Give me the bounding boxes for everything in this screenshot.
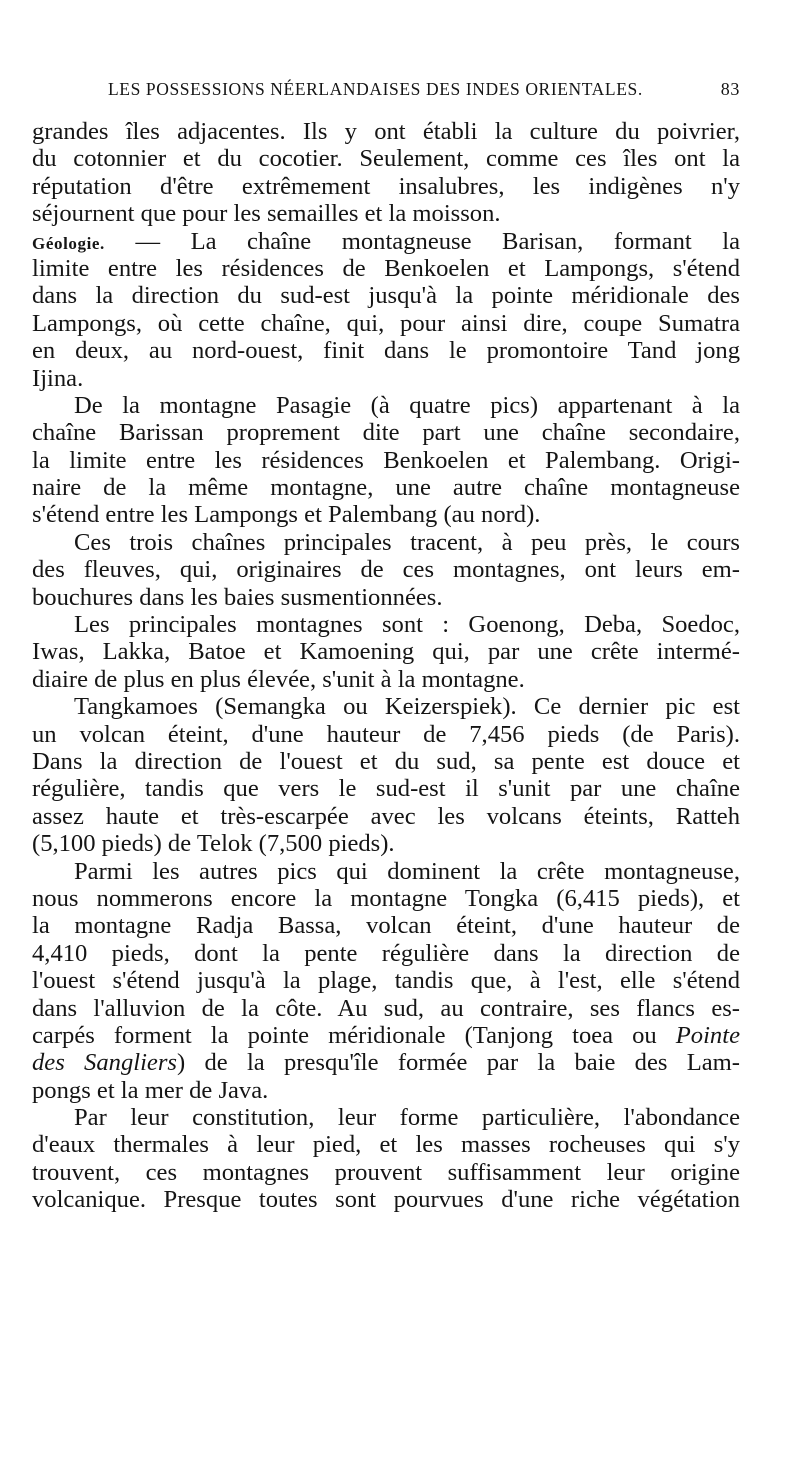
text-line: nous nommerons encore la montagne Tongka (6,415 pieds), et (32, 884, 740, 912)
text-line: l'ouest s'étend jusqu'à la plage, tandis que, à l'est, elle s'étend (32, 967, 740, 995)
text-line: Tangkamoes (Semangka ou Keizerspiek). Ce dernier pic est (74, 693, 740, 721)
text-line: la limite entre les résidences Benkoelen et Palembang. Origi- (32, 446, 740, 474)
text-line: réputation d'être extrêmement insalubres, les indigènes n'y (32, 172, 740, 200)
text-span: — La chaîne montagneuse Barisan, formant la (135, 227, 740, 255)
text-line: Les principales montagnes sont : Goenong, Deba, Soedoc, (74, 611, 740, 639)
text-line (32, 1022, 740, 1049)
text-line: limite entre les résidences de Benkoelen et Lampongs, s'étend (32, 254, 740, 282)
text-line: diaire de plus en plus élevée, s'unit à la montagne. (32, 665, 525, 693)
text-line: De la montagne Pasagie (à quatre pics) appartenant à la (74, 391, 740, 419)
text-line: 4,410 pieds, dont la pente régulière dans la direction de (32, 939, 740, 967)
text-line: pongs et la mer de Java. (32, 1076, 269, 1104)
text-line: d'eaux thermales à leur pied, et les masses rocheuses qui s'y (32, 1131, 740, 1159)
text-line: du cotonnier et du cocotier. Seulement, comme ces îles ont la (32, 145, 740, 173)
text-line: régulière, tandis que vers le sud-est il s'unit par une chaîne (32, 775, 740, 803)
text-line: en deux, au nord-ouest, finit dans le promontoire Tand jong (32, 337, 740, 365)
text-line: chaîne Barissan proprement dite part une chaîne secondaire, (32, 419, 740, 447)
text-line: la montagne Radja Bassa, volcan éteint, d'une hauteur de (32, 912, 740, 940)
section-heading: Géologie. (32, 233, 105, 253)
text-line: naire de la même montagne, une autre chaîne montagneuse (32, 474, 740, 502)
text-line (32, 1049, 740, 1076)
text-line: Par leur constitution, leur forme particulière, l'abondance (74, 1104, 740, 1132)
text-line: Ces trois chaînes principales tracent, à peu près, le cours (74, 528, 740, 556)
text-line: assez haute et très-escarpée avec les volcans éteints, Ratteh (32, 802, 740, 830)
text-line: (5,100 pieds) de Telok (7,500 pieds). (32, 830, 395, 858)
text-line: s'étend entre les Lampongs et Palembang (au nord). (32, 501, 541, 529)
text-line: Iwas, Lakka, Batoe et Kamoening qui, par une crête intermé- (32, 638, 740, 666)
running-head (108, 76, 740, 102)
body-text (32, 118, 740, 1214)
text-line: grandes îles adjacentes. Ils y ont établi la culture du poivrier, (32, 118, 740, 145)
text-line: dans l'alluvion de la côte. Au sud, au contraire, ses flancs es- (32, 994, 740, 1022)
text-line: des fleuves, qui, originaires de ces montagnes, ont leurs em- (32, 556, 740, 584)
text-line: bouchures dans les baies susmentionnées. (32, 583, 443, 611)
text-span: carpés forment la pointe méridionale (Tanjong toea ou (32, 1021, 657, 1049)
running-head-title: LES POSSESSIONS NÉERLANDAISES DES INDES ORIENTALES. (108, 79, 643, 99)
text-line: Ijina. (32, 364, 84, 392)
italic-span: Pointe (675, 1021, 740, 1049)
page-number: 83 (720, 79, 740, 99)
text-line: séjournent que pour les semailles et la moisson. (32, 200, 501, 228)
text-line: Dans la direction de l'ouest et du sud, sa pente est douce et (32, 747, 740, 775)
text-line: volcanique. Presque toutes sont pourvues d'une riche végétation (32, 1186, 740, 1214)
text-line: un volcan éteint, d'une hauteur de 7,456 pieds (de Paris). (32, 720, 740, 748)
text-line: Lampongs, où cette chaîne, qui, pour ainsi dire, coupe Sumatra (32, 309, 740, 337)
italic-span: des Sangliers (32, 1049, 177, 1077)
text-line: Parmi les autres pics qui dominent la crête montagneuse, (74, 857, 740, 885)
text-span: ) de la presqu'île formée par la baie des Lam- (176, 1049, 740, 1077)
text-line: trouvent, ces montagnes prouvent suffisamment leur origine (32, 1158, 740, 1186)
text-line: dans la direction du sud-est jusqu'à la pointe méridionale des (32, 282, 740, 310)
section-heading-line (32, 228, 740, 255)
